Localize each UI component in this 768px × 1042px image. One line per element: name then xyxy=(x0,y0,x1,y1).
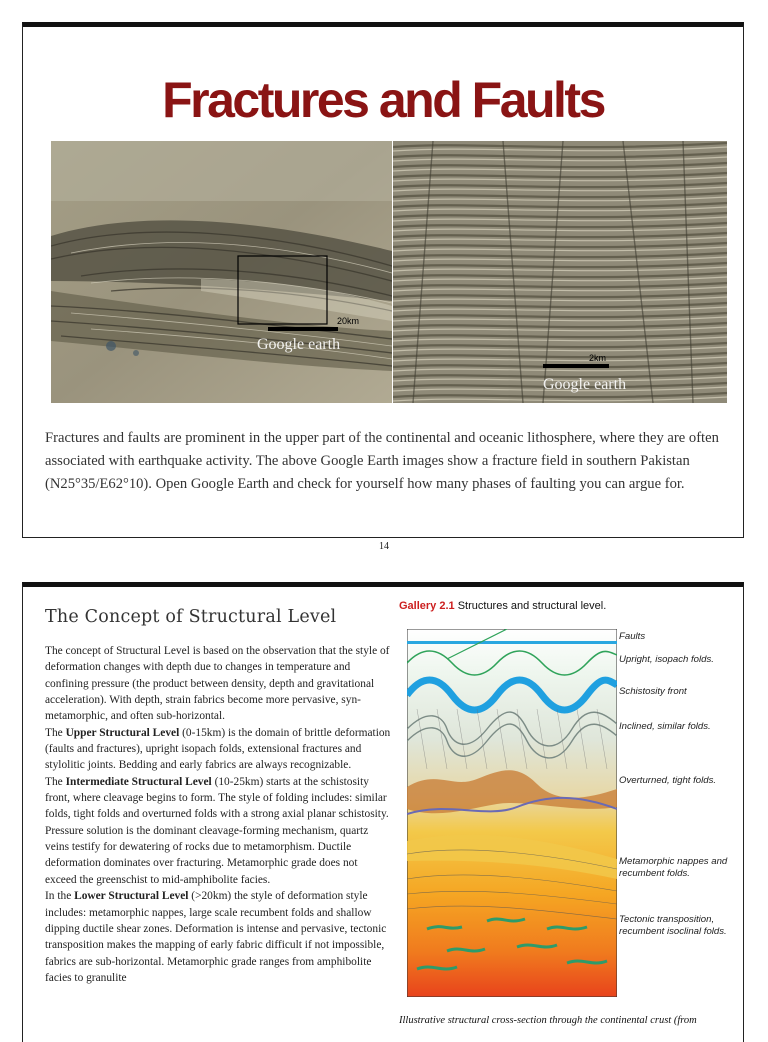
page-14 xyxy=(22,22,744,538)
intermediate-level-paragraph: The Intermediate Structural Level (10-25km) starts at the schistosity front, where cleavage begins to form. The style of folding includes: similar folds, tight folds and overturned folds with a strong axial planar schistosity. Pressure solution is the dominant cleavage-forming mechanism, quartz veins testify for dewatering of rocks due to metamorphism. Ductile deformation dominates over fracturing. Metamorphic grade does not exceed the greenschist to mid-amphibolite facies. xyxy=(45,775,389,886)
google-earth-watermark-2: Google earth xyxy=(543,376,627,393)
page-title: Fractures and Faults xyxy=(162,72,604,128)
upper-level-paragraph: The Upper Structural Level (0-15km) is the domain of brittle deformation (faults and fractures), upright isopach folds, extensional fractures and stylolitic joints. Bedding and early fabrics are always recognizable. xyxy=(45,726,391,772)
crust-cross-section-diagram xyxy=(407,629,617,997)
legend-upright-folds: Upright, isopach folds. xyxy=(619,654,714,665)
legend-metamorphic-nappes: Metamorphic nappes and recumbent folds. xyxy=(619,856,728,879)
body-paragraph: Fractures and faults are prominent in the upper part of the continental and oceanic lithosphere, where they are often associated with earthquake activity. The above Google Earth images show a fracture field in southern Pakistan (N25°35/E62°10). Open Google Earth and check for yourself how many phases of faulting you can argue for. xyxy=(45,430,719,492)
satellite-image-detail xyxy=(393,141,727,403)
section-title: The Concept of Structural Level xyxy=(45,607,337,627)
google-earth-watermark: Google earth xyxy=(257,336,341,353)
satellite-image-overview xyxy=(51,141,392,403)
gallery-label: Gallery 2.1 xyxy=(399,600,455,612)
figure-caption: Illustrative structural cross-section through the continental crust (from xyxy=(399,1015,697,1026)
lower-level-paragraph: In the Lower Structural Level (>20km) the style of deformation style includes: metamorphic nappes, large scale recumbent folds and shallow dipping ductile shear zones. Deformation is intense and pervasive, tectonic transposition makes the mapping of early fabric difficult if not impossible, fabrics are sub-horizontal. Metamorphic grade ranges from amphibolite facies to granulite xyxy=(45,890,387,984)
legend-schistosity-front: Schistosity front xyxy=(619,686,687,697)
legend-faults: Faults xyxy=(619,631,646,642)
scale-label-2km: 2km xyxy=(589,353,607,363)
legend-tectonic-transposition: Tectonic transposition, recumbent isoclinal folds. xyxy=(619,914,727,937)
page-15 xyxy=(22,582,744,1042)
gallery-caption: Gallery 2.1 Structures and structural level. xyxy=(399,600,607,612)
legend-overturned-folds: Overturned, tight folds. xyxy=(619,775,717,786)
section-body xyxy=(45,643,391,986)
page-number: 14 xyxy=(379,541,389,552)
intro-paragraph: The concept of Structural Level is based on the observation that the style of deformation changes with depth due to changes in temperature and confining pressure (the product between density, depth and gravitational acceleration). With depth, strain fabrics become more pervasive, syn-metamorphic, and often sub-horizontal. xyxy=(45,645,390,723)
scale-label-20km: 20km xyxy=(337,316,360,326)
legend-inclined-folds: Inclined, similar folds. xyxy=(619,721,711,732)
